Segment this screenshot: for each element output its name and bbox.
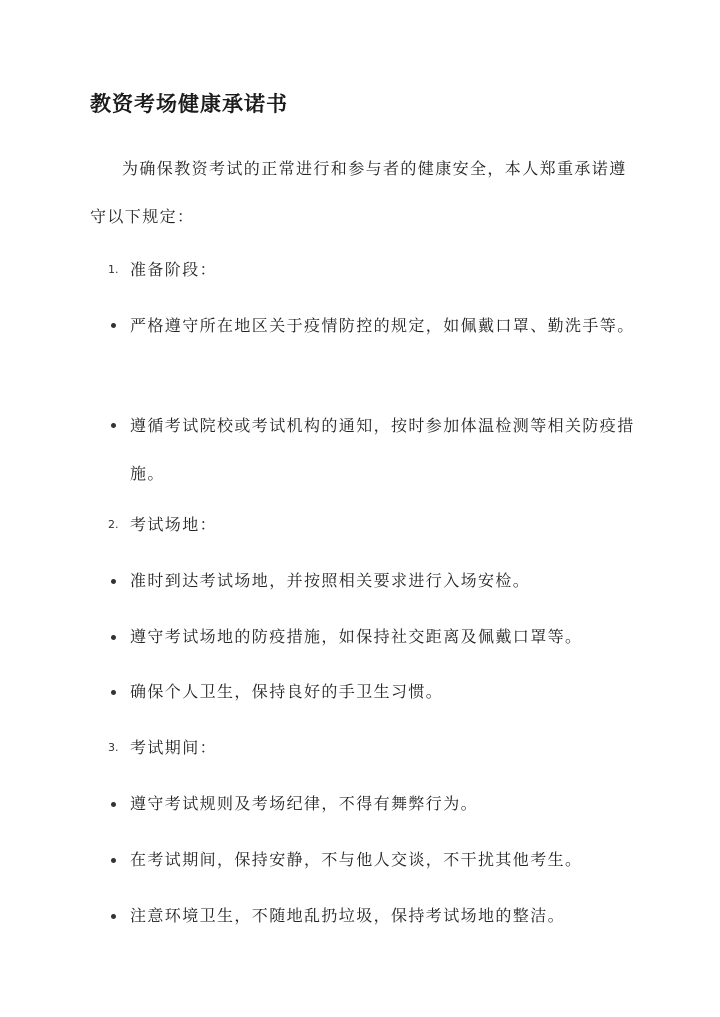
- section-heading: 准备阶段：: [130, 260, 218, 279]
- document-title: 教资考场健康承诺书: [90, 91, 288, 116]
- section-heading: 考试期间：: [130, 738, 218, 757]
- list-item: 遵守考试场地的防疫措施，如保持社交距离及佩戴口罩等。: [130, 627, 583, 646]
- list-item: 确保个人卫生，保持良好的手卫生习惯。: [130, 682, 444, 701]
- bullet-icon: [111, 802, 116, 807]
- list-item: 遵守考试规则及考场纪律，不得有舞弊行为。: [130, 794, 479, 813]
- section-heading: 考试场地：: [130, 515, 218, 534]
- bullet-icon: [111, 423, 116, 428]
- bullet-icon: [111, 635, 116, 640]
- list-item: 准时到达考试场地，并按照相关要求进行入场安检。: [130, 571, 531, 590]
- section-number: 3.: [108, 741, 119, 754]
- bullet-icon: [111, 914, 116, 919]
- bullet-icon: [111, 579, 116, 584]
- bullet-icon: [111, 858, 116, 863]
- section-number: 2.: [108, 518, 119, 531]
- bullet-icon: [111, 323, 116, 328]
- list-item: 遵循考试院校或考试机构的通知，按时参加体温检测等相关防疫措施。: [130, 416, 635, 483]
- section-number: 1.: [108, 263, 119, 276]
- list-item: 在考试期间，保持安静，不与他人交谈，不干扰其他考生。: [130, 850, 583, 869]
- list-item: 严格遵守所在地区关于疫情防控的规定，如佩戴口罩、勤洗手等。: [130, 316, 635, 335]
- intro-paragraph: 为确保教资考试的正常进行和参与者的健康安全，本人郑重承诺遵守以下规定：: [90, 159, 627, 226]
- bullet-icon: [111, 690, 116, 695]
- list-item: 注意环境卫生，不随地乱扔垃圾，保持考试场地的整洁。: [130, 906, 566, 925]
